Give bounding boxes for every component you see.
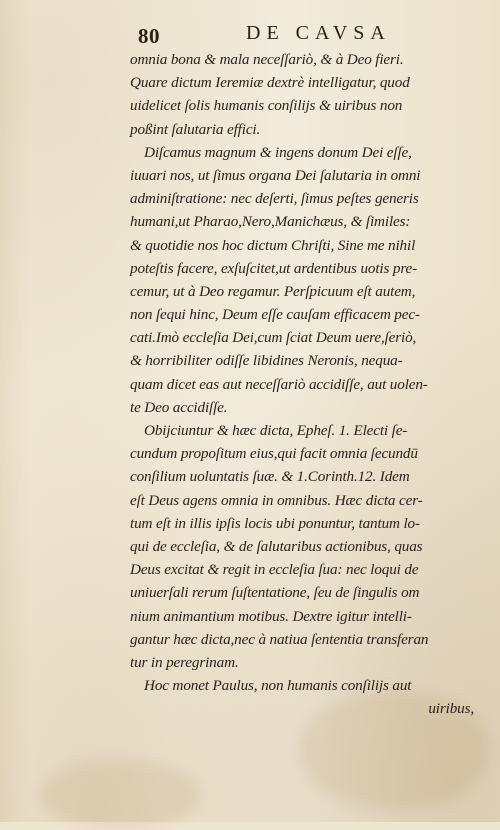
water-stain bbox=[40, 760, 200, 830]
text-line: & quotidie nos hoc dictum Chriſti, Sine me nihil bbox=[130, 236, 416, 254]
text-line: cundum propoſitum eius,qui facit omnia ſecundū bbox=[130, 445, 418, 463]
text-line: tur in peregrinam. bbox=[130, 653, 239, 671]
text-line: conſilium uoluntatis ſuæ. & 1.Corinth.12. Idem bbox=[130, 468, 410, 486]
text-line: uniuerſali rerum ſuſtentatione, ſeu de ſingulis om bbox=[130, 584, 420, 602]
text-line: omnia bona & mala neceſſariò, & à Deo fieri. bbox=[130, 51, 404, 68]
text-line: Diſcamus magnum & ingens donum Dei eſſe, bbox=[144, 143, 412, 161]
text-line: & horribiliter odiſſe libidines Neronis, nequa- bbox=[130, 352, 403, 370]
text-line: nium animantium motibus. Dextre igitur intelli- bbox=[130, 607, 412, 625]
text-line: tum eſt in illis ipſis locis ubi ponuntur, tantum lo- bbox=[130, 514, 420, 532]
text-line: eſt Deus agens omnia in omnibus. Hæc dicta cer- bbox=[130, 491, 423, 509]
catchword: uiribus, bbox=[428, 700, 474, 718]
text-line: poteſtis facere, exſuſcitet,ut ardentibus uotis pre- bbox=[130, 259, 418, 277]
text-line: gantur hæc dicta,nec à natiua ſententia transferan bbox=[130, 630, 429, 648]
text-line: adminiſtratione: nec deſerti, ſimus peſtes generis bbox=[130, 190, 419, 208]
body-text bbox=[130, 48, 474, 720]
text-line: Hoc monet Paulus, non humanis conſilijs aut bbox=[144, 677, 412, 695]
text-line: iuuari nos, ut ſimus organa Dei ſalutaria in omni bbox=[130, 166, 421, 184]
text-line: Obijciuntur & hæc dicta, Epheſ. 1. Electi ſe- bbox=[144, 422, 408, 439]
text-line: quam dicet eas aut neceſſariò accidiſſe, aut uolen- bbox=[130, 375, 428, 393]
text-line: poßint ſalutaria effici. bbox=[130, 120, 261, 138]
text-line: humani,ut Pharao,Nero,Manichæus, & ſimiles: bbox=[130, 213, 411, 231]
text-line: te Deo accidiſſe. bbox=[130, 398, 228, 416]
text-line: uidelicet ſolis humanis conſilijs & uiribus non bbox=[130, 97, 403, 115]
text-line: qui de eccleſia, & de ſalutaribus actionibus, quas bbox=[130, 537, 423, 555]
text-line: Deus excitat & regit in eccleſia ſua: nec loqui de bbox=[130, 561, 419, 579]
text-line: non ſequi hinc, Deum eſſe cauſam efficacem pec- bbox=[130, 306, 420, 324]
text-line: cati.Imò eccleſia Dei,cum ſciat Deum uere,ſeriò, bbox=[130, 329, 417, 347]
text-line: cemur, ut à Deo regamur. Perſpicuum eſt autem, bbox=[130, 282, 416, 300]
text-line: Quare dictum Ieremiæ dextrè intelligatur, quod bbox=[130, 74, 410, 92]
page-number: 80 bbox=[138, 24, 160, 48]
page-header bbox=[0, 18, 500, 48]
running-head: DE CAVSA bbox=[246, 22, 391, 44]
